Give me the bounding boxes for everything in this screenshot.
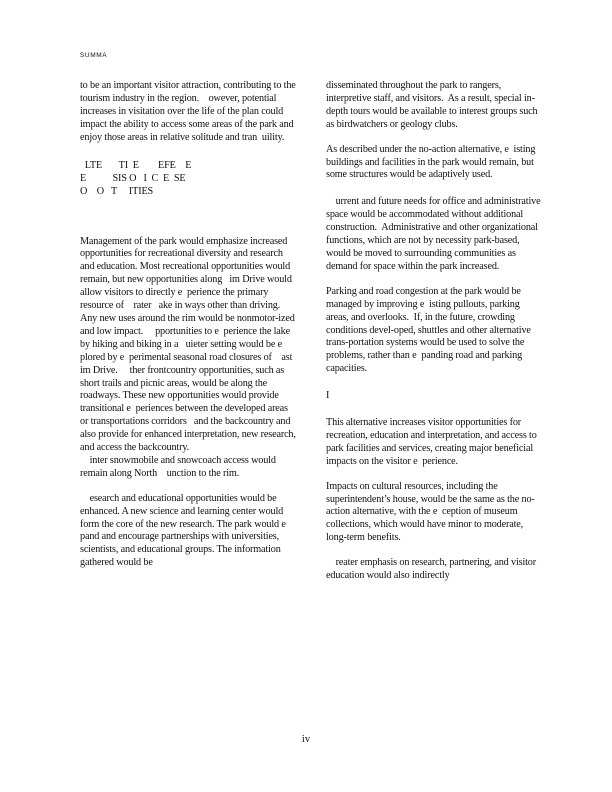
right-paragraph-4: Parking and road congestion at the park would be managed by improving e isting pullouts, parking areas, and overlooks. If, in the future, crowding conditions devel-oped, shuttles and other alternative trans-portation systems would be used to solve the problems, rather than e panding road and parking capacities. <box>326 285 534 375</box>
right-paragraph-2: As described under the no-action alternative, e isting buildings and facilities in the park would remain, but some structures would be adaptively used. <box>326 143 538 181</box>
left-paragraph-4: esearch and educational opportunities would be enhanced. A new science and learning center would form the core of the new research. The park would e pand and encourage partnerships with universities, scientists, and educational groups. The information gathered would be <box>80 492 291 569</box>
section-heading-line-1: LTE TI E EFE E <box>80 159 192 171</box>
section-heading <box>80 159 296 198</box>
right-paragraph-1: disseminated throughout the park to rangers, interpretive staff, and visitors. As a result, special in-depth tours would be available to interest groups such as birdwatchers or geology clubs. <box>326 80 540 130</box>
right-section-heading: I <box>326 390 330 402</box>
left-paragraph-3: inter snowmobile and snowcoach access would remain along North unction to the rim. <box>80 454 279 479</box>
right-paragraph-6: Impacts on cultural resources, including the superintendent’s house, would be the same as the no-action alternative, with the e ception of museum collections, which would have minor to moderate, long-term benefits. <box>326 480 535 544</box>
left-paragraph-1: to be an important visitor attraction, contributing to the tourism industry in the region. owever, potential increases in visitation over the life of the plan could impact the ability to access some areas of the park and enjoy those areas in relative solitude and tran uility. <box>80 80 299 143</box>
right-paragraph-5: This alternative increases visitor opportunities for recreation, education and interpretation, and access to park facilities and services, creating major beneficial impacts on the visitor e perience. <box>326 417 540 467</box>
section-heading-line-2: E SIS O I C E SE <box>80 172 186 184</box>
page-number: iv <box>301 734 311 745</box>
right-column <box>326 80 542 583</box>
section-heading-line-3: O O T ITIES <box>80 185 154 197</box>
left-paragraph-2: Management of the park would emphasize increased opportunities for recreational diversity and research and education. Most recreational opportunities would remain, but new opportunities along im Drive would allow visitors to directly e perience the primary resource of rater ake in ways other than driving. Any new uses around the rim would be nonmotor-ized and low impact. pportunities to e perience the lake by hiking and biking in a uieter setting would be e plored by e perimental seasonal road closures of ast im Drive. ther frontcountry opportunities, such as short trails and picnic areas, would be along the roadways. These new opportunities would provide transitional e periences between the developed areas or transportations corridors and the backcountry and also provide for enhanced interpretation, new research, and access the backcountry. <box>80 235 300 454</box>
right-paragraph-3: urrent and future needs for office and administrative space would be accommodated without additional construction. Administrative and other organizational functions, which are not by necessity park-based, would be moved to surrounding communities as demand for space within the park increased. <box>326 196 543 272</box>
right-paragraph-7: reater emphasis on research, partnering, and visitor education would also indirectly <box>326 557 539 582</box>
left-column <box>80 80 300 570</box>
running-head: SUMMA <box>80 52 108 59</box>
